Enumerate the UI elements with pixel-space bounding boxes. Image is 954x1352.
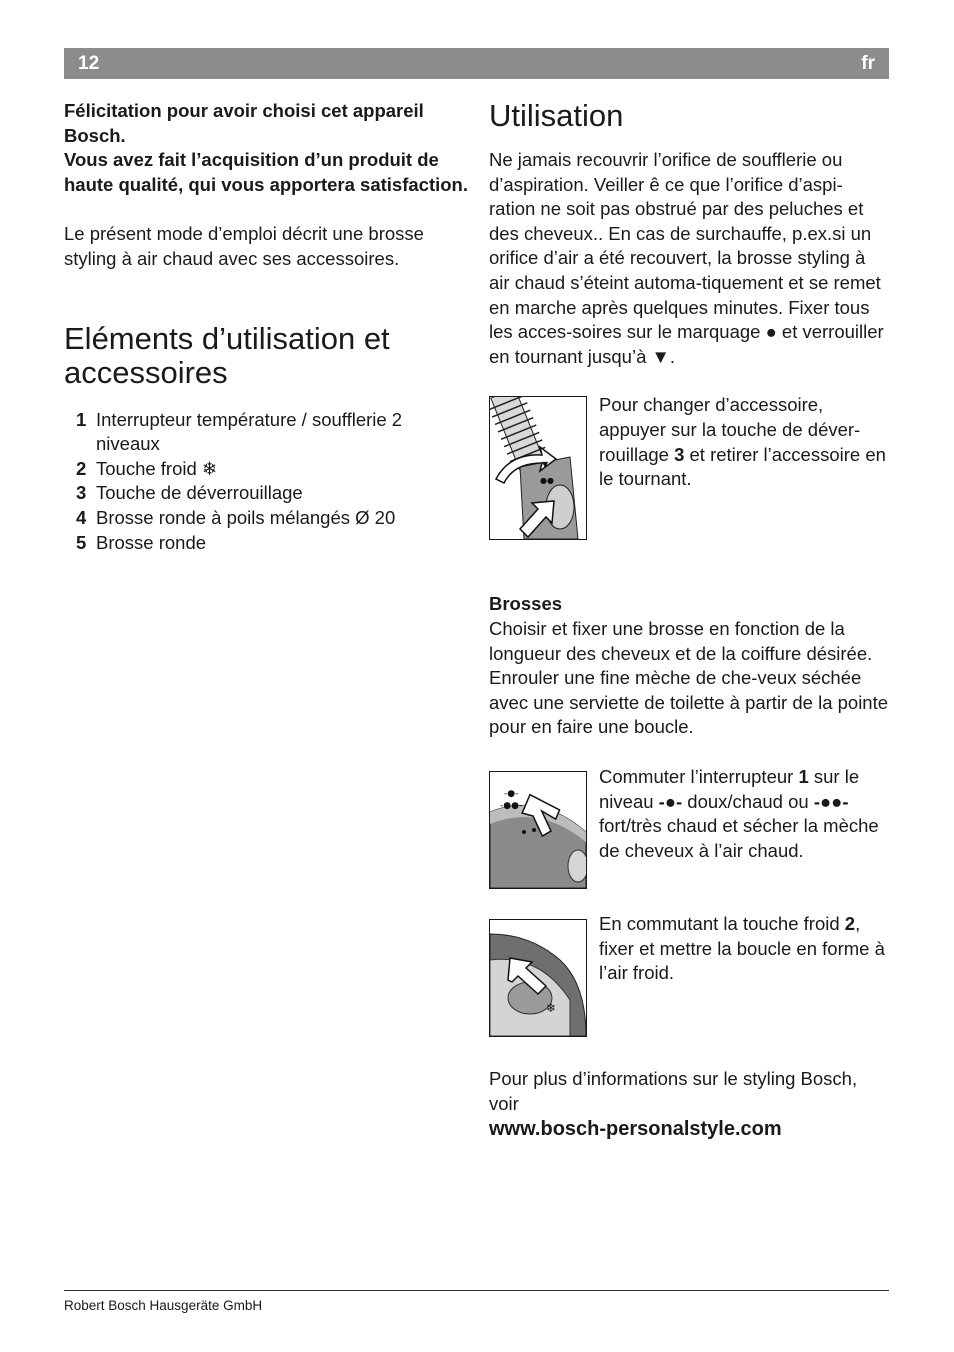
svg-text:-●-: -●- — [504, 788, 519, 799]
list-item: 3 Touche de déverrouillage — [76, 482, 303, 504]
more-info-text: Pour plus d’informations sur le styling Bosch, voir — [489, 1067, 858, 1114]
svg-text:▼: ▼ — [542, 460, 549, 470]
brosses-title: Brosses — [489, 593, 563, 615]
cold-button-illustration-icon — [490, 920, 586, 1036]
step-cold-air — [489, 912, 889, 1067]
list-item: 4 Brosse ronde à poils mélangés Ø 20 — [76, 506, 396, 528]
figure-switch-level — [489, 771, 587, 889]
svg-text:●●: ●● — [540, 476, 554, 486]
footer-divider — [64, 1290, 889, 1291]
list-item: 1 Interrupteur température / soufflerie 2 niveaux — [76, 408, 403, 455]
step-switch-level — [489, 765, 889, 919]
left-column — [64, 99, 468, 555]
level2-symbol: -●●- — [813, 790, 849, 812]
intro-quality: Vous avez fait l’acquisition d’un produit de haute qualité, qui vous apportera satisfaction. — [64, 149, 468, 195]
intro-description: Le présent mode d’emploi décrit une brosse styling à air chaud avec ses accessoires. — [64, 223, 424, 269]
switch-illustration-icon — [490, 772, 586, 888]
brosses-text: Choisir et fixer une brosse en fonction de la longueur des cheveux et de la coiffure désirée. Enrouler une fine mèche de che-veux séchée avec une serviette de toilette à partir de la pointe pour en faire une boucle. — [489, 617, 889, 738]
elements-heading — [64, 322, 468, 390]
step2-text: Commuter l’interrupteur 1 sur le niveau -●- doux/chaud ou -●●- fort/très chaud et sécher la mèche de cheveux à l’air chaud. — [599, 765, 879, 861]
page-number: 12 — [78, 53, 100, 74]
intro-congrats: Félicitation pour avoir choisi cet appareil Bosch. — [64, 100, 424, 146]
right-column — [489, 99, 889, 1142]
figure-cold-button — [489, 919, 587, 1037]
level1-symbol: -●- — [658, 790, 683, 812]
svg-text:-●●-: -●●- — [500, 800, 523, 811]
step-change-accessory — [489, 396, 889, 592]
parts-list — [64, 408, 468, 556]
website-link[interactable]: www.bosch-personalstyle.com — [489, 1118, 782, 1141]
step1-text: Pour changer d’accessoire, appuyer sur la touche de déver-rouillage 3 et retirer l’accessoire en le tournant. — [599, 394, 886, 490]
elements-heading-line2: accessoires — [64, 354, 228, 390]
list-item: 5 Brosse ronde — [76, 531, 207, 553]
step3-text: En commutant la touche froid 2, fixer et mettre la boucle en forme à l’air froid. — [599, 912, 885, 984]
language-code: fr — [861, 53, 875, 74]
page-header-bar — [64, 48, 889, 79]
svg-text:❄: ❄ — [546, 1000, 557, 1015]
utilisation-heading: Utilisation — [489, 98, 624, 133]
utilisation-warning: Ne jamais recouvrir l’orifice de soufflerie ou d’aspiration. Veiller ê ce que l’orifice d’aspi-ration ne soit pas obstrué par des peluches et des cheveux.. En cas de surchauffe, p.ex.si un orifice d’air a été recouvert, la brosse styling à air chaud s’éteint automa-tiquement et se remet en marche après quelques minutes. Fixer tous les acces-soires sur le marquage ● et verrouiller en tournant jusqu’à ▼. — [489, 149, 884, 367]
footer-company: Robert Bosch Hausgeräte GmbH — [64, 1298, 263, 1313]
list-item: 2 Touche froid ❄ — [76, 457, 218, 479]
elements-heading-line1: Eléments d’utilisation et — [64, 320, 390, 356]
brush-release-illustration-icon — [490, 397, 586, 539]
figure-brush-release — [489, 396, 587, 540]
